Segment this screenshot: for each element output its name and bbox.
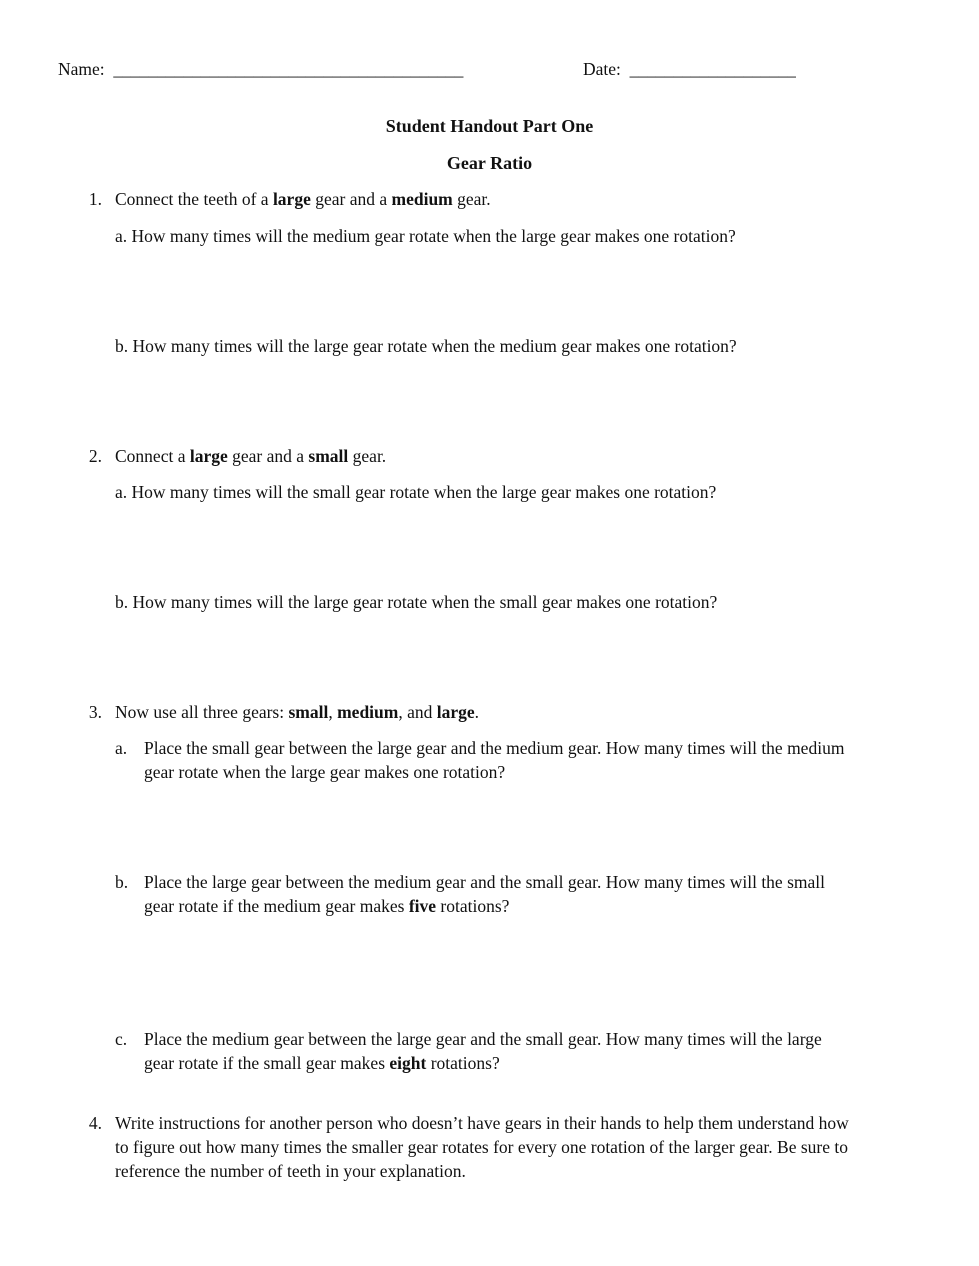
question-4-number: 4. [88, 1113, 102, 1133]
page-subtitle: Gear Ratio [446, 153, 533, 173]
question-1-number: 1. [88, 189, 102, 209]
date-label: Date: [583, 59, 621, 79]
question-3b-line2: gear rotate if the medium gear makes five rotations? [144, 896, 510, 916]
question-4-line2: to figure out how many times the smaller gear rotates for every one rotation of the larger gear. Be sure to [115, 1137, 848, 1157]
question-2a: a. How many times will the small gear rotate when the large gear makes one rotation? [115, 482, 717, 502]
name-field[interactable] [58, 57, 463, 81]
question-1a: a. How many times will the medium gear rotate when the large gear makes one rotation? [115, 226, 736, 246]
question-3a-line2: gear rotate when the large gear makes one rotation? [144, 762, 506, 782]
question-3a-letter: a. [115, 738, 128, 758]
date-field[interactable] [583, 57, 796, 81]
name-blank[interactable]: ________________________________________ [113, 59, 464, 79]
question-3b-line1: Place the large gear between the medium gear and the small gear. How many times will the small [144, 872, 825, 892]
question-3-text: Now use all three gears: small, medium, and large. [115, 702, 480, 722]
name-label: Name: [58, 59, 105, 79]
page-title: Student Handout Part One [385, 116, 594, 136]
date-blank[interactable]: ___________________ [629, 59, 796, 79]
question-2-number: 2. [88, 446, 102, 466]
question-3c-line2: gear rotate if the small gear makes eight rotations? [144, 1053, 500, 1073]
question-2b: b. How many times will the large gear rotate when the small gear makes one rotation? [115, 592, 718, 612]
question-3-number: 3. [88, 702, 102, 722]
question-3a-line1: Place the small gear between the large gear and the medium gear. How many times will the medium [144, 738, 845, 758]
question-4-line3: reference the number of teeth in your explanation. [115, 1161, 466, 1181]
question-3b-letter: b. [115, 872, 129, 892]
question-3c-letter: c. [115, 1029, 128, 1049]
question-2-text: Connect a large gear and a small gear. [115, 446, 387, 466]
question-1b: b. How many times will the large gear rotate when the medium gear makes one rotation? [115, 336, 737, 356]
question-1-text: Connect the teeth of a large gear and a medium gear. [115, 189, 491, 209]
question-4-line1: Write instructions for another person who doesn’t have gears in their hands to help them understand how [115, 1113, 849, 1133]
question-3c-line1: Place the medium gear between the large gear and the small gear. How many times will the large [144, 1029, 822, 1049]
